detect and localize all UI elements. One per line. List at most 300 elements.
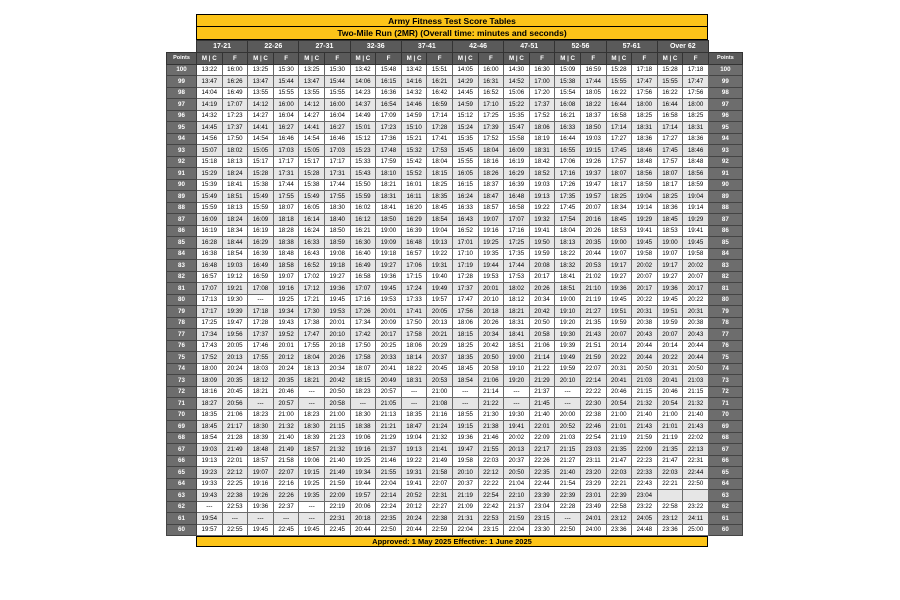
time-cell: 16:00 <box>273 99 299 111</box>
time-cell: 20:25 <box>376 340 402 352</box>
time-cell: 17:37 <box>248 329 274 341</box>
table-row <box>167 513 743 525</box>
time-cell: 18:40 <box>324 214 350 226</box>
time-cell: 19:27 <box>606 271 632 283</box>
time-cell: 22:14 <box>580 375 606 387</box>
time-cell: 17:12 <box>299 283 325 295</box>
time-cell: 21:27 <box>580 306 606 318</box>
time-cell: 13:22 <box>197 64 223 76</box>
time-cell: 19:49 <box>427 283 453 295</box>
time-cell: 19:31 <box>401 467 427 479</box>
time-cell: 19:25 <box>299 478 325 490</box>
time-cell: 16:09 <box>504 145 530 157</box>
time-cell: 20:44 <box>580 248 606 260</box>
time-cell: 21:43 <box>632 421 658 433</box>
time-cell: 18:48 <box>248 444 274 456</box>
time-cell: 16:55 <box>555 145 581 157</box>
time-cell: 21:47 <box>606 455 632 467</box>
points-cell-left: 67 <box>167 444 197 456</box>
time-cell: 20:16 <box>580 214 606 226</box>
time-cell: 18:17 <box>606 179 632 191</box>
time-cell: 15:48 <box>376 64 402 76</box>
male-combat-header: M | C <box>657 53 683 65</box>
table-row <box>167 76 743 88</box>
time-cell: 19:49 <box>555 352 581 364</box>
time-cell: 21:37 <box>376 444 402 456</box>
time-cell: 17:03 <box>324 145 350 157</box>
time-cell: 20:56 <box>222 398 248 410</box>
time-cell: 16:24 <box>452 191 478 203</box>
time-cell: 19:29 <box>683 214 709 226</box>
time-cell: 18:39 <box>248 432 274 444</box>
time-cell: 19:36 <box>376 271 402 283</box>
time-cell: 21:24 <box>427 421 453 433</box>
time-cell: 18:54 <box>427 214 453 226</box>
time-cell: 17:31 <box>324 168 350 180</box>
time-cell: 17:56 <box>632 87 658 99</box>
time-cell: 17:58 <box>350 352 376 364</box>
time-cell: 15:28 <box>606 64 632 76</box>
time-cell: 19:57 <box>427 294 453 306</box>
time-cell: 16:33 <box>299 237 325 249</box>
time-cell: 16:22 <box>657 87 683 99</box>
time-cell: 21:06 <box>222 409 248 421</box>
table-row <box>167 398 743 410</box>
time-cell: 16:49 <box>248 260 274 272</box>
table-row <box>167 99 743 111</box>
time-cell: 14:59 <box>452 99 478 111</box>
time-cell: 19:45 <box>606 294 632 306</box>
time-cell: 20:17 <box>632 283 658 295</box>
time-cell: 20:29 <box>427 340 453 352</box>
time-cell: 17:41 <box>427 133 453 145</box>
time-cell: 21:35 <box>580 317 606 329</box>
points-cell-right: 72 <box>708 386 742 398</box>
time-cell: 15:29 <box>197 168 223 180</box>
time-cell: 17:23 <box>376 122 402 134</box>
time-cell: 22:45 <box>324 524 350 536</box>
time-cell: 15:51 <box>427 64 453 76</box>
points-header-left: Points <box>167 53 197 65</box>
time-cell: 13:55 <box>299 87 325 99</box>
time-cell: 21:58 <box>427 467 453 479</box>
time-cell: 17:58 <box>401 329 427 341</box>
time-cell: 20:21 <box>427 329 453 341</box>
time-cell: 18:45 <box>452 363 478 375</box>
time-cell: 16:21 <box>427 76 453 88</box>
time-cell: 23:03 <box>580 444 606 456</box>
time-cell: 17:31 <box>273 168 299 180</box>
time-cell: 18:22 <box>580 99 606 111</box>
table-row <box>167 467 743 479</box>
time-cell: 15:05 <box>248 145 274 157</box>
points-cell-right: 78 <box>708 317 742 329</box>
time-cell: 20:57 <box>376 386 402 398</box>
female-header: F <box>273 53 299 65</box>
time-cell: 16:57 <box>401 248 427 260</box>
time-cell: 17:52 <box>529 110 555 122</box>
table-row <box>167 409 743 421</box>
time-cell: 19:12 <box>222 271 248 283</box>
time-cell: 23:36 <box>606 524 632 536</box>
points-cell-left: 98 <box>167 87 197 99</box>
time-cell: 22:12 <box>222 467 248 479</box>
time-cell: 21:37 <box>504 501 530 513</box>
time-cell: 16:48 <box>401 237 427 249</box>
time-cell: 17:37 <box>222 122 248 134</box>
time-cell: 17:27 <box>657 133 683 145</box>
time-cell <box>683 490 709 502</box>
table-row <box>167 168 743 180</box>
time-cell: 23:22 <box>632 501 658 513</box>
time-cell: --- <box>299 513 325 525</box>
time-cell: 20:13 <box>504 444 530 456</box>
time-cell: 14:32 <box>401 87 427 99</box>
time-cell: 19:09 <box>376 237 402 249</box>
time-cell: 19:07 <box>248 467 274 479</box>
time-cell: 20:37 <box>452 478 478 490</box>
points-cell-right: 100 <box>708 64 742 76</box>
time-cell: 20:01 <box>324 317 350 329</box>
time-cell: 18:02 <box>504 283 530 295</box>
time-cell: 18:06 <box>401 340 427 352</box>
time-cell: 18:35 <box>452 352 478 364</box>
time-cell: 16:00 <box>478 64 504 76</box>
time-cell: 20:22 <box>632 294 658 306</box>
points-cell-right: 74 <box>708 363 742 375</box>
time-cell: 15:49 <box>197 191 223 203</box>
points-cell-left: 65 <box>167 467 197 479</box>
time-cell: 17:45 <box>657 145 683 157</box>
time-cell: 15:59 <box>248 202 274 214</box>
time-cell: 21:10 <box>580 283 606 295</box>
time-cell: 16:48 <box>197 260 223 272</box>
time-cell: 18:03 <box>248 363 274 375</box>
time-cell: 18:31 <box>529 145 555 157</box>
points-cell-right: 83 <box>708 260 742 272</box>
time-cell: 22:24 <box>376 501 402 513</box>
time-cell: 15:05 <box>299 145 325 157</box>
time-cell: 19:37 <box>580 168 606 180</box>
time-cell: 21:00 <box>273 409 299 421</box>
time-cell: 16:42 <box>427 87 453 99</box>
time-cell: 19:35 <box>299 490 325 502</box>
time-cell: 18:50 <box>580 122 606 134</box>
time-cell: 22:31 <box>427 490 453 502</box>
time-cell: 21:45 <box>529 398 555 410</box>
time-cell: 17:59 <box>376 156 402 168</box>
time-cell: 17:39 <box>478 122 504 134</box>
time-cell: 19:30 <box>222 294 248 306</box>
time-cell: 17:14 <box>606 122 632 134</box>
table-row <box>167 478 743 490</box>
time-cell: 20:26 <box>478 317 504 329</box>
time-cell: 18:22 <box>401 363 427 375</box>
time-cell: 18:30 <box>324 202 350 214</box>
time-cell: 22:28 <box>555 501 581 513</box>
time-cell: 16:59 <box>248 271 274 283</box>
time-cell: 17:44 <box>273 179 299 191</box>
time-cell: 21:40 <box>273 432 299 444</box>
points-cell-left: 76 <box>167 340 197 352</box>
time-cell: 14:12 <box>248 99 274 111</box>
time-cell: 24:48 <box>632 524 658 536</box>
time-cell: 18:00 <box>197 363 223 375</box>
time-cell: 21:01 <box>606 421 632 433</box>
time-cell: 14:41 <box>299 122 325 134</box>
time-cell: 17:35 <box>504 248 530 260</box>
time-cell: 14:05 <box>452 64 478 76</box>
time-cell: 16:08 <box>555 99 581 111</box>
time-cell: 21:22 <box>529 363 555 375</box>
time-cell: --- <box>248 398 274 410</box>
time-cell: 21:03 <box>632 375 658 387</box>
time-cell: 15:18 <box>197 156 223 168</box>
time-cell: 20:50 <box>683 363 709 375</box>
time-cell: 20:24 <box>222 363 248 375</box>
time-cell: 18:06 <box>529 122 555 134</box>
time-cell: 18:06 <box>452 317 478 329</box>
time-cell: 22:03 <box>478 455 504 467</box>
time-cell: 15:38 <box>299 179 325 191</box>
time-cell: 18:25 <box>657 191 683 203</box>
time-cell: 15:39 <box>197 179 223 191</box>
time-cell: 20:44 <box>683 352 709 364</box>
time-cell: 20:57 <box>273 398 299 410</box>
time-cell: 18:31 <box>504 317 530 329</box>
time-cell: 16:05 <box>452 168 478 180</box>
time-cell: 19:03 <box>580 133 606 145</box>
time-cell: 20:17 <box>683 283 709 295</box>
time-cell: 14:59 <box>401 110 427 122</box>
time-cell: 16:20 <box>401 202 427 214</box>
time-cell: 21:14 <box>529 352 555 364</box>
time-cell: 20:42 <box>324 375 350 387</box>
time-cell: 18:54 <box>222 248 248 260</box>
time-cell: 18:25 <box>452 340 478 352</box>
time-cell: --- <box>452 386 478 398</box>
time-cell: 18:35 <box>197 409 223 421</box>
time-cell: 21:32 <box>324 444 350 456</box>
time-cell: --- <box>248 294 274 306</box>
time-cell: 16:49 <box>350 260 376 272</box>
time-cell: 20:00 <box>555 409 581 421</box>
time-cell: 20:44 <box>632 340 658 352</box>
time-cell: 18:04 <box>478 145 504 157</box>
time-cell: 20:01 <box>273 340 299 352</box>
points-cell-left: 97 <box>167 99 197 111</box>
time-cell: 18:25 <box>632 110 658 122</box>
time-cell: 17:01 <box>452 237 478 249</box>
time-cell: 16:09 <box>197 214 223 226</box>
time-cell: 21:40 <box>529 409 555 421</box>
time-cell: 18:59 <box>683 179 709 191</box>
time-cell: 21:27 <box>555 455 581 467</box>
time-cell: 18:24 <box>222 214 248 226</box>
time-cell: 22:09 <box>529 432 555 444</box>
time-cell: 22:46 <box>580 421 606 433</box>
time-cell: 18:30 <box>350 409 376 421</box>
time-cell: 19:04 <box>632 191 658 203</box>
time-cell: 20:02 <box>683 260 709 272</box>
time-cell: 19:26 <box>248 490 274 502</box>
time-cell: --- <box>504 386 530 398</box>
time-cell: 24:11 <box>683 513 709 525</box>
time-cell: 20:50 <box>504 467 530 479</box>
time-cell: 16:00 <box>222 64 248 76</box>
time-cell: 16:46 <box>324 133 350 145</box>
time-cell: 15:59 <box>350 191 376 203</box>
time-cell: 22:07 <box>580 363 606 375</box>
time-cell: 19:13 <box>401 444 427 456</box>
time-cell: 19:41 <box>401 478 427 490</box>
points-cell-left: 72 <box>167 386 197 398</box>
time-cell: 21:08 <box>427 398 453 410</box>
time-cell: 17:09 <box>376 110 402 122</box>
points-cell-left: 84 <box>167 248 197 260</box>
time-cell: 18:45 <box>197 421 223 433</box>
time-cell: 20:41 <box>376 363 402 375</box>
time-cell: 21:03 <box>683 375 709 387</box>
time-cell: 20:45 <box>427 363 453 375</box>
table-row <box>167 524 743 536</box>
time-cell: 17:55 <box>299 340 325 352</box>
time-cell: 22:09 <box>324 490 350 502</box>
female-header: F <box>529 53 555 65</box>
time-cell: 22:01 <box>222 455 248 467</box>
time-cell: 19:45 <box>299 524 325 536</box>
time-cell: 20:14 <box>606 340 632 352</box>
time-cell: 21:40 <box>555 467 581 479</box>
time-cell: 22:30 <box>580 398 606 410</box>
time-cell: 20:46 <box>273 386 299 398</box>
points-cell-left: 79 <box>167 306 197 318</box>
points-cell-left: 75 <box>167 352 197 364</box>
time-cell: 17:53 <box>427 145 453 157</box>
points-cell-left: 87 <box>167 214 197 226</box>
time-cell: 16:39 <box>401 225 427 237</box>
time-cell: 18:44 <box>222 237 248 249</box>
time-cell: 19:47 <box>580 179 606 191</box>
time-cell: 21:06 <box>529 340 555 352</box>
time-cell: 19:10 <box>504 363 530 375</box>
time-cell: 19:45 <box>657 294 683 306</box>
time-cell: 20:44 <box>632 352 658 364</box>
time-cell: 21:43 <box>580 329 606 341</box>
table-row <box>167 225 743 237</box>
time-cell: 17:28 <box>248 317 274 329</box>
time-cell: 19:53 <box>324 306 350 318</box>
time-cell: 21:15 <box>555 444 581 456</box>
time-cell: 18:48 <box>632 156 658 168</box>
points-cell-right: 80 <box>708 294 742 306</box>
time-cell: 20:31 <box>632 306 658 318</box>
points-cell-right: 85 <box>708 237 742 249</box>
time-cell: 18:14 <box>401 352 427 364</box>
female-header: F <box>580 53 606 65</box>
points-cell-right: 76 <box>708 340 742 352</box>
time-cell: 18:57 <box>299 444 325 456</box>
time-cell: 20:10 <box>324 329 350 341</box>
time-cell: 16:44 <box>555 133 581 145</box>
time-cell: 21:59 <box>580 352 606 364</box>
points-cell-right: 91 <box>708 168 742 180</box>
points-cell-left: 99 <box>167 76 197 88</box>
time-cell: 21:55 <box>376 467 402 479</box>
time-cell: 18:36 <box>683 133 709 145</box>
time-cell: 13:47 <box>197 76 223 88</box>
time-cell: 22:50 <box>555 524 581 536</box>
time-cell: 21:30 <box>478 409 504 421</box>
time-cell: 18:12 <box>504 294 530 306</box>
time-cell: 15:49 <box>299 191 325 203</box>
time-cell: --- <box>401 386 427 398</box>
time-cell: 20:31 <box>657 363 683 375</box>
time-cell: 17:20 <box>529 87 555 99</box>
time-cell: 14:46 <box>401 99 427 111</box>
time-cell: 21:49 <box>427 455 453 467</box>
time-cell: 21:28 <box>222 432 248 444</box>
time-cell: 19:59 <box>606 317 632 329</box>
time-cell: 15:38 <box>248 179 274 191</box>
time-cell: 19:30 <box>504 409 530 421</box>
time-cell: 18:10 <box>376 168 402 180</box>
time-cell: 21:21 <box>376 421 402 433</box>
table-row <box>167 145 743 157</box>
time-cell: 17:13 <box>197 294 223 306</box>
female-header: F <box>683 53 709 65</box>
time-cell: 20:07 <box>657 329 683 341</box>
male-combat-header: M | C <box>299 53 325 65</box>
time-cell: 15:28 <box>299 168 325 180</box>
time-cell: 15:09 <box>555 64 581 76</box>
time-cell: 17:07 <box>222 99 248 111</box>
time-cell: 22:09 <box>632 444 658 456</box>
time-cell: 23:04 <box>632 490 658 502</box>
time-cell: 19:22 <box>529 202 555 214</box>
time-cell: 21:58 <box>273 455 299 467</box>
time-cell: 21:22 <box>478 398 504 410</box>
time-cell: 17:37 <box>452 283 478 295</box>
time-cell: 13:42 <box>401 64 427 76</box>
time-cell: 18:07 <box>657 168 683 180</box>
time-cell: 19:39 <box>222 306 248 318</box>
time-cell: 19:59 <box>555 363 581 375</box>
time-cell: 22:38 <box>580 409 606 421</box>
points-cell-left: 94 <box>167 133 197 145</box>
time-cell: 16:19 <box>504 156 530 168</box>
time-cell: 16:39 <box>504 179 530 191</box>
time-cell: 17:15 <box>401 271 427 283</box>
time-cell: 18:04 <box>299 352 325 364</box>
time-cell: 23:12 <box>657 513 683 525</box>
time-cell: 17:16 <box>350 294 376 306</box>
time-cell: 17:52 <box>478 133 504 145</box>
points-cell-left: 74 <box>167 363 197 375</box>
time-cell: 19:44 <box>350 478 376 490</box>
time-cell: 15:28 <box>248 168 274 180</box>
time-cell: 21:40 <box>324 455 350 467</box>
time-cell: 18:13 <box>222 156 248 168</box>
time-cell: 22:19 <box>324 501 350 513</box>
time-cell: 17:57 <box>606 156 632 168</box>
time-cell: 22:25 <box>222 478 248 490</box>
time-cell: 16:58 <box>657 110 683 122</box>
score-sheet <box>166 14 742 547</box>
time-cell: 19:31 <box>427 260 453 272</box>
time-cell: 19:53 <box>478 271 504 283</box>
table-row <box>167 133 743 145</box>
